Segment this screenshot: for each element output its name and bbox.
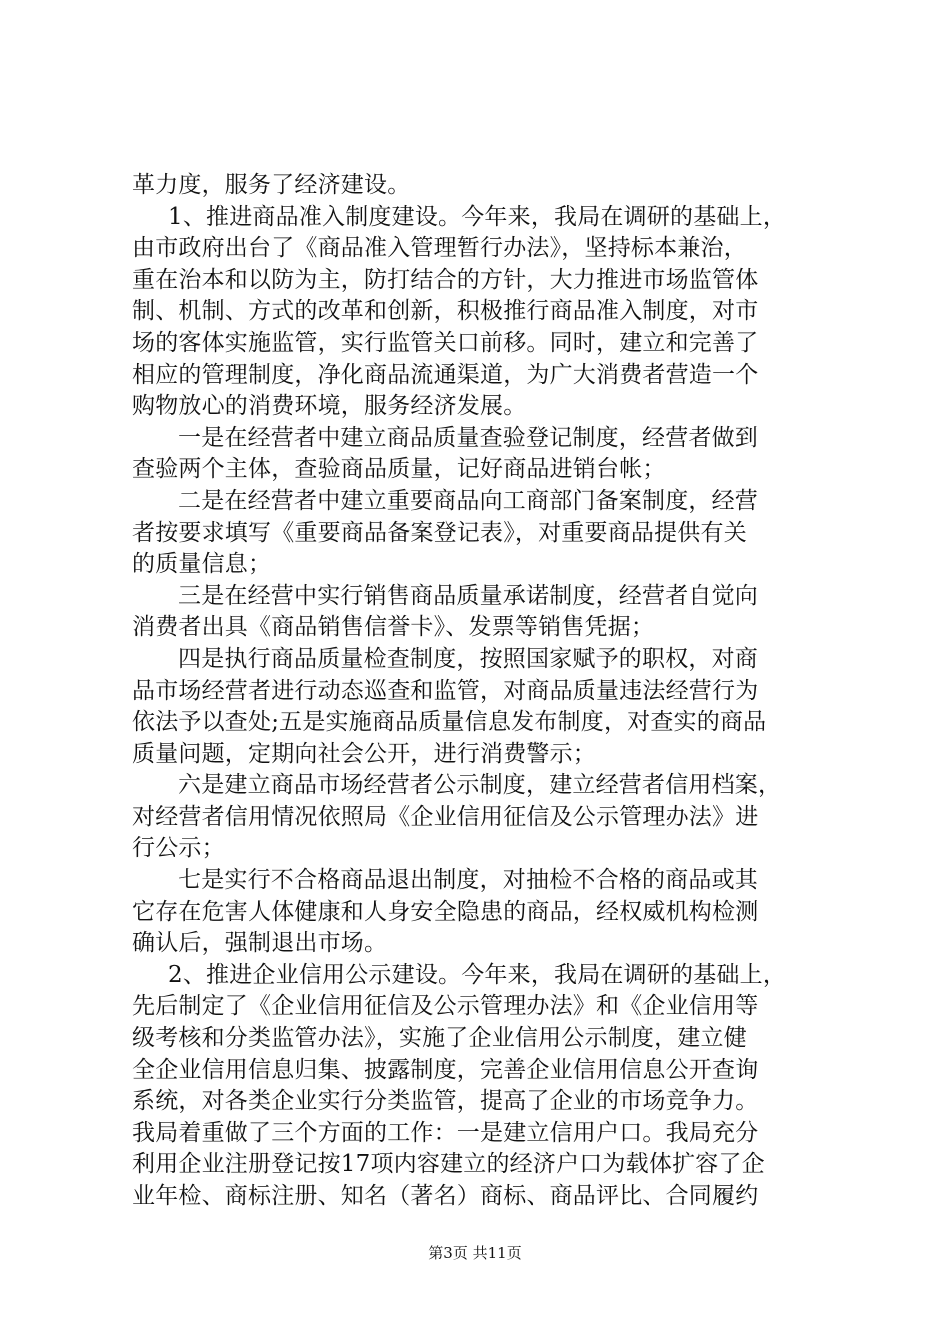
text-line: 七是实行不合格商品退出制度，对抽检不合格的商品或其 xyxy=(178,867,758,894)
text-line: 消费者出具《商品销售信誉卡》、发票等销售凭据； xyxy=(132,614,655,641)
text-line: 全企业信用信息归集、披露制度，完善企业信用信息公开查询 xyxy=(132,1056,759,1083)
text-line: 品市场经营者进行动态巡查和监管，对商品质量违法经营行为 xyxy=(132,677,759,704)
text-line: 购物放心的消费环境，服务经济发展。 xyxy=(132,393,527,420)
text-line: 重在治本和以防为主，防打结合的方针，大力推进市场监管体 xyxy=(132,266,759,293)
text-line: 先后制定了《企业信用征信及公示管理办法》和《企业信用等 xyxy=(132,993,759,1020)
text-line: 的质量信息； xyxy=(132,551,272,578)
text-line: 利用企业注册登记按17项内容建立的经济户口为载体扩容了企 xyxy=(132,1151,765,1178)
text-line: 四是执行商品质量检查制度，按照国家赋予的职权，对商 xyxy=(178,645,758,672)
text-line: 一是在经营者中建立商品质量查验登记制度，经营者做到 xyxy=(178,424,758,451)
text-line: 二是在经营者中建立重要商品向工商部门备案制度，经营 xyxy=(178,487,758,514)
text-line: 级考核和分类监管办法》，实施了企业信用公示制度，建立健 xyxy=(132,1025,747,1052)
text-line: 由市政府出台了《商品准入管理暂行办法》，坚持标本兼治， xyxy=(132,235,747,262)
text-line: 我局着重做了三个方面的工作：一是建立信用户口。我局充分 xyxy=(132,1119,759,1146)
text-line: 系统，对各类企业实行分类监管，提高了企业的市场竞争力。 xyxy=(132,1088,759,1115)
text-line: 它存在危害人体健康和人身安全隐患的商品，经权威机构检测 xyxy=(132,898,759,925)
text-line: 六是建立商品市场经营者公示制度，建立经营者信用档案， xyxy=(178,772,782,799)
page-number-footer: 第3页 共11页 xyxy=(428,1244,522,1262)
text-line: 依法予以查处;五是实施商品质量信息发布制度，对查实的商品 xyxy=(132,709,767,736)
text-line: 质量问题，定期向社会公开，进行消费警示； xyxy=(132,740,596,767)
document-body xyxy=(132,170,838,1213)
text-line: 确认后，强制退出市场。 xyxy=(132,930,388,957)
text-line: 对经营者信用情况依照局《企业信用征信及公示管理办法》进 xyxy=(132,803,759,830)
text-line: 制、机制、方式的改革和创新，积极推行商品准入制度，对市 xyxy=(132,298,759,325)
text-line: 革力度，服务了经济建设。 xyxy=(132,172,411,198)
text-line: 查验两个主体，查验商品质量，记好商品进销台帐； xyxy=(132,456,666,483)
text-line: 行公示； xyxy=(132,835,225,862)
text-line: 三是在经营中实行销售商品质量承诺制度，经营者自觉向 xyxy=(178,582,758,609)
text-line: 者按要求填写《重要商品备案登记表》，对重要商品提供有关 xyxy=(132,519,747,546)
text-line: 2、推进企业信用公示建设。今年来，我局在调研的基础上， xyxy=(168,961,787,988)
text-line: 场的客体实施监管，实行监管关口前移。同时，建立和完善了 xyxy=(132,329,759,356)
text-line: 相应的管理制度，净化商品流通渠道，为广大消费者营造一个 xyxy=(132,361,759,388)
text-line: 1、推进商品准入制度建设。今年来，我局在调研的基础上， xyxy=(168,203,787,230)
text-line: 业年检、商标注册、知名（著名）商标、商品评比、合同履约 xyxy=(132,1183,759,1209)
